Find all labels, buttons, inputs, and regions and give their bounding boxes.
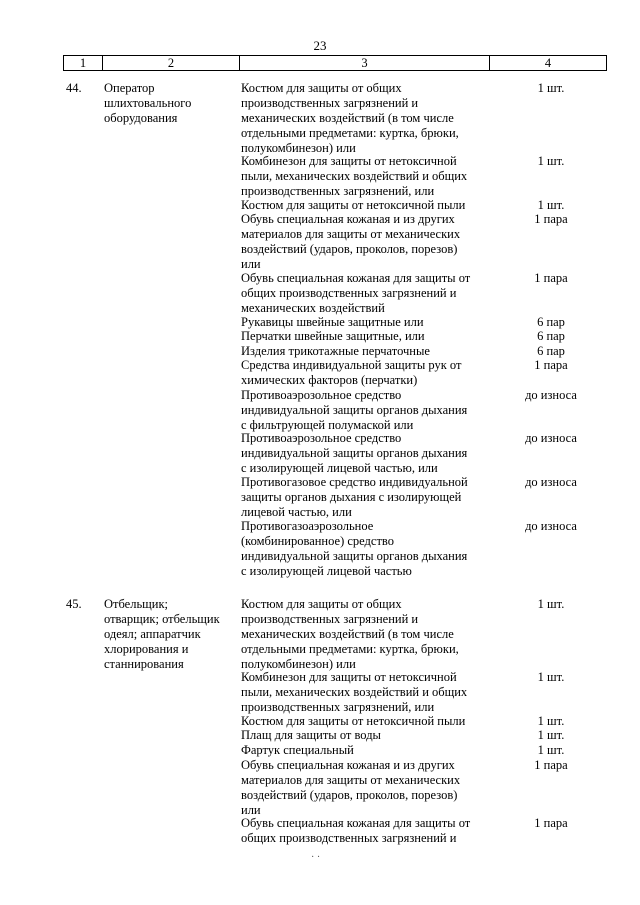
ppe-item-line: механических воздействий (в том числе bbox=[241, 627, 454, 641]
ppe-item-line: Комбинезон для защиты от нетоксичной bbox=[241, 670, 457, 684]
entry-number: 45. bbox=[66, 597, 82, 611]
ppe-item-line: отдельными предметами: куртка, брюки, bbox=[241, 126, 459, 140]
ppe-item bbox=[241, 519, 491, 579]
ppe-item-line: механических воздействий bbox=[241, 300, 385, 315]
ppe-item bbox=[241, 597, 491, 672]
ppe-item-line: механических воздействий (в том числе bbox=[241, 111, 454, 125]
ppe-quantity: 6 пар bbox=[537, 314, 565, 329]
ppe-item bbox=[241, 714, 491, 729]
ppe-quantity: 1 шт. bbox=[537, 670, 565, 684]
ppe-item-line: материалов для защиты от механических bbox=[241, 227, 461, 242]
ppe-item-line: производственных загрязнений, или bbox=[241, 184, 435, 198]
ppe-quantity: 6 пар bbox=[537, 329, 565, 344]
ppe-quantity: 1 пара bbox=[534, 757, 568, 772]
profession-name-line: одеял; аппаратчик bbox=[104, 627, 201, 641]
ppe-quantity: до износа bbox=[525, 387, 577, 402]
ppe-item bbox=[241, 344, 491, 359]
profession-name bbox=[104, 597, 232, 672]
ppe-item bbox=[241, 315, 491, 330]
ppe-item-line: лицевой частью, или bbox=[241, 505, 352, 520]
ppe-quantity: до износа bbox=[525, 431, 577, 446]
profession-name-line: шлихтовального bbox=[104, 96, 192, 110]
column-header-1: 1 bbox=[64, 56, 103, 71]
ppe-item-line: (комбинированное) средство bbox=[241, 534, 394, 548]
ppe-item-line: Обувь специальная кожаная для защиты от bbox=[241, 270, 471, 285]
ppe-item-line: Костюм для защиты от общих bbox=[241, 81, 402, 95]
ppe-item-line: производственных загрязнений и bbox=[241, 96, 419, 110]
ppe-item bbox=[241, 388, 491, 433]
ppe-item bbox=[241, 198, 491, 213]
ppe-item-line: Средства индивидуальной защиты рук от bbox=[241, 358, 462, 373]
ppe-item-line: воздействий (ударов, проколов, порезов) bbox=[241, 787, 458, 802]
ppe-item-line: материалов для защиты от механических bbox=[241, 772, 461, 787]
ppe-quantity: 1 пара bbox=[534, 270, 568, 285]
profession-name-line: станнирования bbox=[104, 657, 184, 671]
ppe-item bbox=[241, 329, 491, 344]
ppe-item-line: воздействий (ударов, проколов, порезов) bbox=[241, 242, 458, 257]
profession-name-line: отварщик; отбельщик bbox=[104, 612, 220, 626]
column-header-row bbox=[63, 55, 607, 71]
column-header-3: 3 bbox=[240, 56, 490, 71]
ppe-item-line: общих производственных загрязнений и bbox=[241, 285, 457, 300]
ppe-quantity: 1 шт. bbox=[537, 713, 565, 728]
scan-mark: · · bbox=[311, 852, 321, 863]
ppe-item-line: пыли, механических воздействий и общих bbox=[241, 169, 468, 183]
ppe-quantity: 1 пара bbox=[534, 816, 568, 830]
ppe-item-line: отдельными предметами: куртка, брюки, bbox=[241, 642, 459, 656]
ppe-item-line: или bbox=[241, 802, 261, 817]
ppe-item-line: с изолирующей лицевой частью bbox=[241, 564, 412, 578]
ppe-item-line: Обувь специальная кожаная и из других bbox=[241, 757, 455, 772]
profession-name-line: Отбельщик; bbox=[104, 597, 169, 611]
ppe-item bbox=[241, 271, 491, 316]
ppe-item-line: Противогазоаэрозольное bbox=[241, 519, 374, 533]
ppe-item-line: с изолирующей лицевой частью, или bbox=[241, 461, 438, 476]
ppe-item-line: индивидуальной защиты органов дыхания bbox=[241, 402, 468, 417]
ppe-quantity: 1 шт. bbox=[537, 197, 565, 212]
ppe-item-line: Противогазовое средство индивидуальной bbox=[241, 475, 468, 490]
ppe-item-line: или bbox=[241, 257, 261, 272]
ppe-quantity: до износа bbox=[525, 475, 577, 490]
ppe-item-line: химических факторов (перчатки) bbox=[241, 373, 418, 388]
ppe-item-line: Обувь специальная кожаная для защиты от bbox=[241, 816, 471, 830]
ppe-item-line: Костюм для защиты от общих bbox=[241, 597, 402, 611]
ppe-quantity: 1 шт. bbox=[537, 728, 565, 743]
ppe-quantity: 1 шт. bbox=[537, 81, 565, 95]
ppe-item-line: индивидуальной защиты органов дыхания bbox=[241, 549, 468, 563]
page-number: 23 bbox=[313, 38, 327, 53]
ppe-item-line: Плащ для защиты от воды bbox=[241, 728, 381, 743]
ppe-item-line: с фильтрующей полумаской или bbox=[241, 417, 414, 432]
ppe-item-line: индивидуальной защиты органов дыхания bbox=[241, 446, 468, 461]
ppe-item bbox=[241, 431, 491, 476]
ppe-quantity: 1 шт. bbox=[537, 597, 565, 611]
ppe-quantity: 6 пар bbox=[537, 343, 565, 358]
ppe-item bbox=[241, 758, 491, 818]
ppe-item-line: Костюм для защиты от нетоксичной пыли bbox=[241, 197, 466, 212]
profession-name-line: хлорирования и bbox=[104, 642, 189, 656]
profession-name-line: Оператор bbox=[104, 81, 155, 95]
ppe-quantity: 1 шт. bbox=[537, 154, 565, 168]
column-header-4: 4 bbox=[490, 56, 607, 71]
entry-number: 44. bbox=[66, 81, 82, 95]
ppe-item-line: Рукавицы швейные защитные или bbox=[241, 314, 424, 329]
ppe-quantity: 1 пара bbox=[534, 212, 568, 227]
ppe-item-line: Комбинезон для защиты от нетоксичной bbox=[241, 154, 457, 168]
ppe-item bbox=[241, 81, 491, 156]
ppe-item-line: производственных загрязнений и bbox=[241, 612, 419, 626]
ppe-item-line: Обувь специальная кожаная и из других bbox=[241, 212, 455, 227]
ppe-item-line: Изделия трикотажные перчаточные bbox=[241, 343, 430, 358]
column-header-2: 2 bbox=[103, 56, 240, 71]
ppe-item-line: полукомбинезон) или bbox=[241, 141, 356, 155]
ppe-item-line: производственных загрязнений, или bbox=[241, 700, 435, 714]
ppe-item-line: Перчатки швейные защитные, или bbox=[241, 329, 425, 344]
ppe-item bbox=[241, 728, 491, 743]
ppe-quantity: 1 шт. bbox=[537, 743, 565, 757]
ppe-item-line: Противоаэрозольное средство bbox=[241, 387, 402, 402]
ppe-item bbox=[241, 154, 491, 199]
profession-name-line: оборудования bbox=[104, 111, 178, 125]
ppe-item bbox=[241, 670, 491, 715]
ppe-item bbox=[241, 475, 491, 520]
ppe-quantity: 1 пара bbox=[534, 358, 568, 373]
ppe-item-line: Противоаэрозольное средство bbox=[241, 431, 402, 446]
ppe-item-line: пыли, механических воздействий и общих bbox=[241, 685, 468, 699]
ppe-item bbox=[241, 358, 491, 388]
ppe-item bbox=[241, 743, 491, 758]
ppe-item-line: Костюм для защиты от нетоксичной пыли bbox=[241, 713, 466, 728]
ppe-item-line: Фартук специальный bbox=[241, 743, 354, 757]
ppe-item-line: полукомбинезон) или bbox=[241, 657, 356, 671]
ppe-item-line: общих производственных загрязнений и bbox=[241, 831, 457, 845]
ppe-item bbox=[241, 212, 491, 272]
ppe-quantity: до износа bbox=[525, 519, 577, 533]
ppe-item-line: защиты органов дыхания с изолирующей bbox=[241, 490, 462, 505]
profession-name bbox=[104, 81, 232, 126]
ppe-item bbox=[241, 816, 491, 846]
